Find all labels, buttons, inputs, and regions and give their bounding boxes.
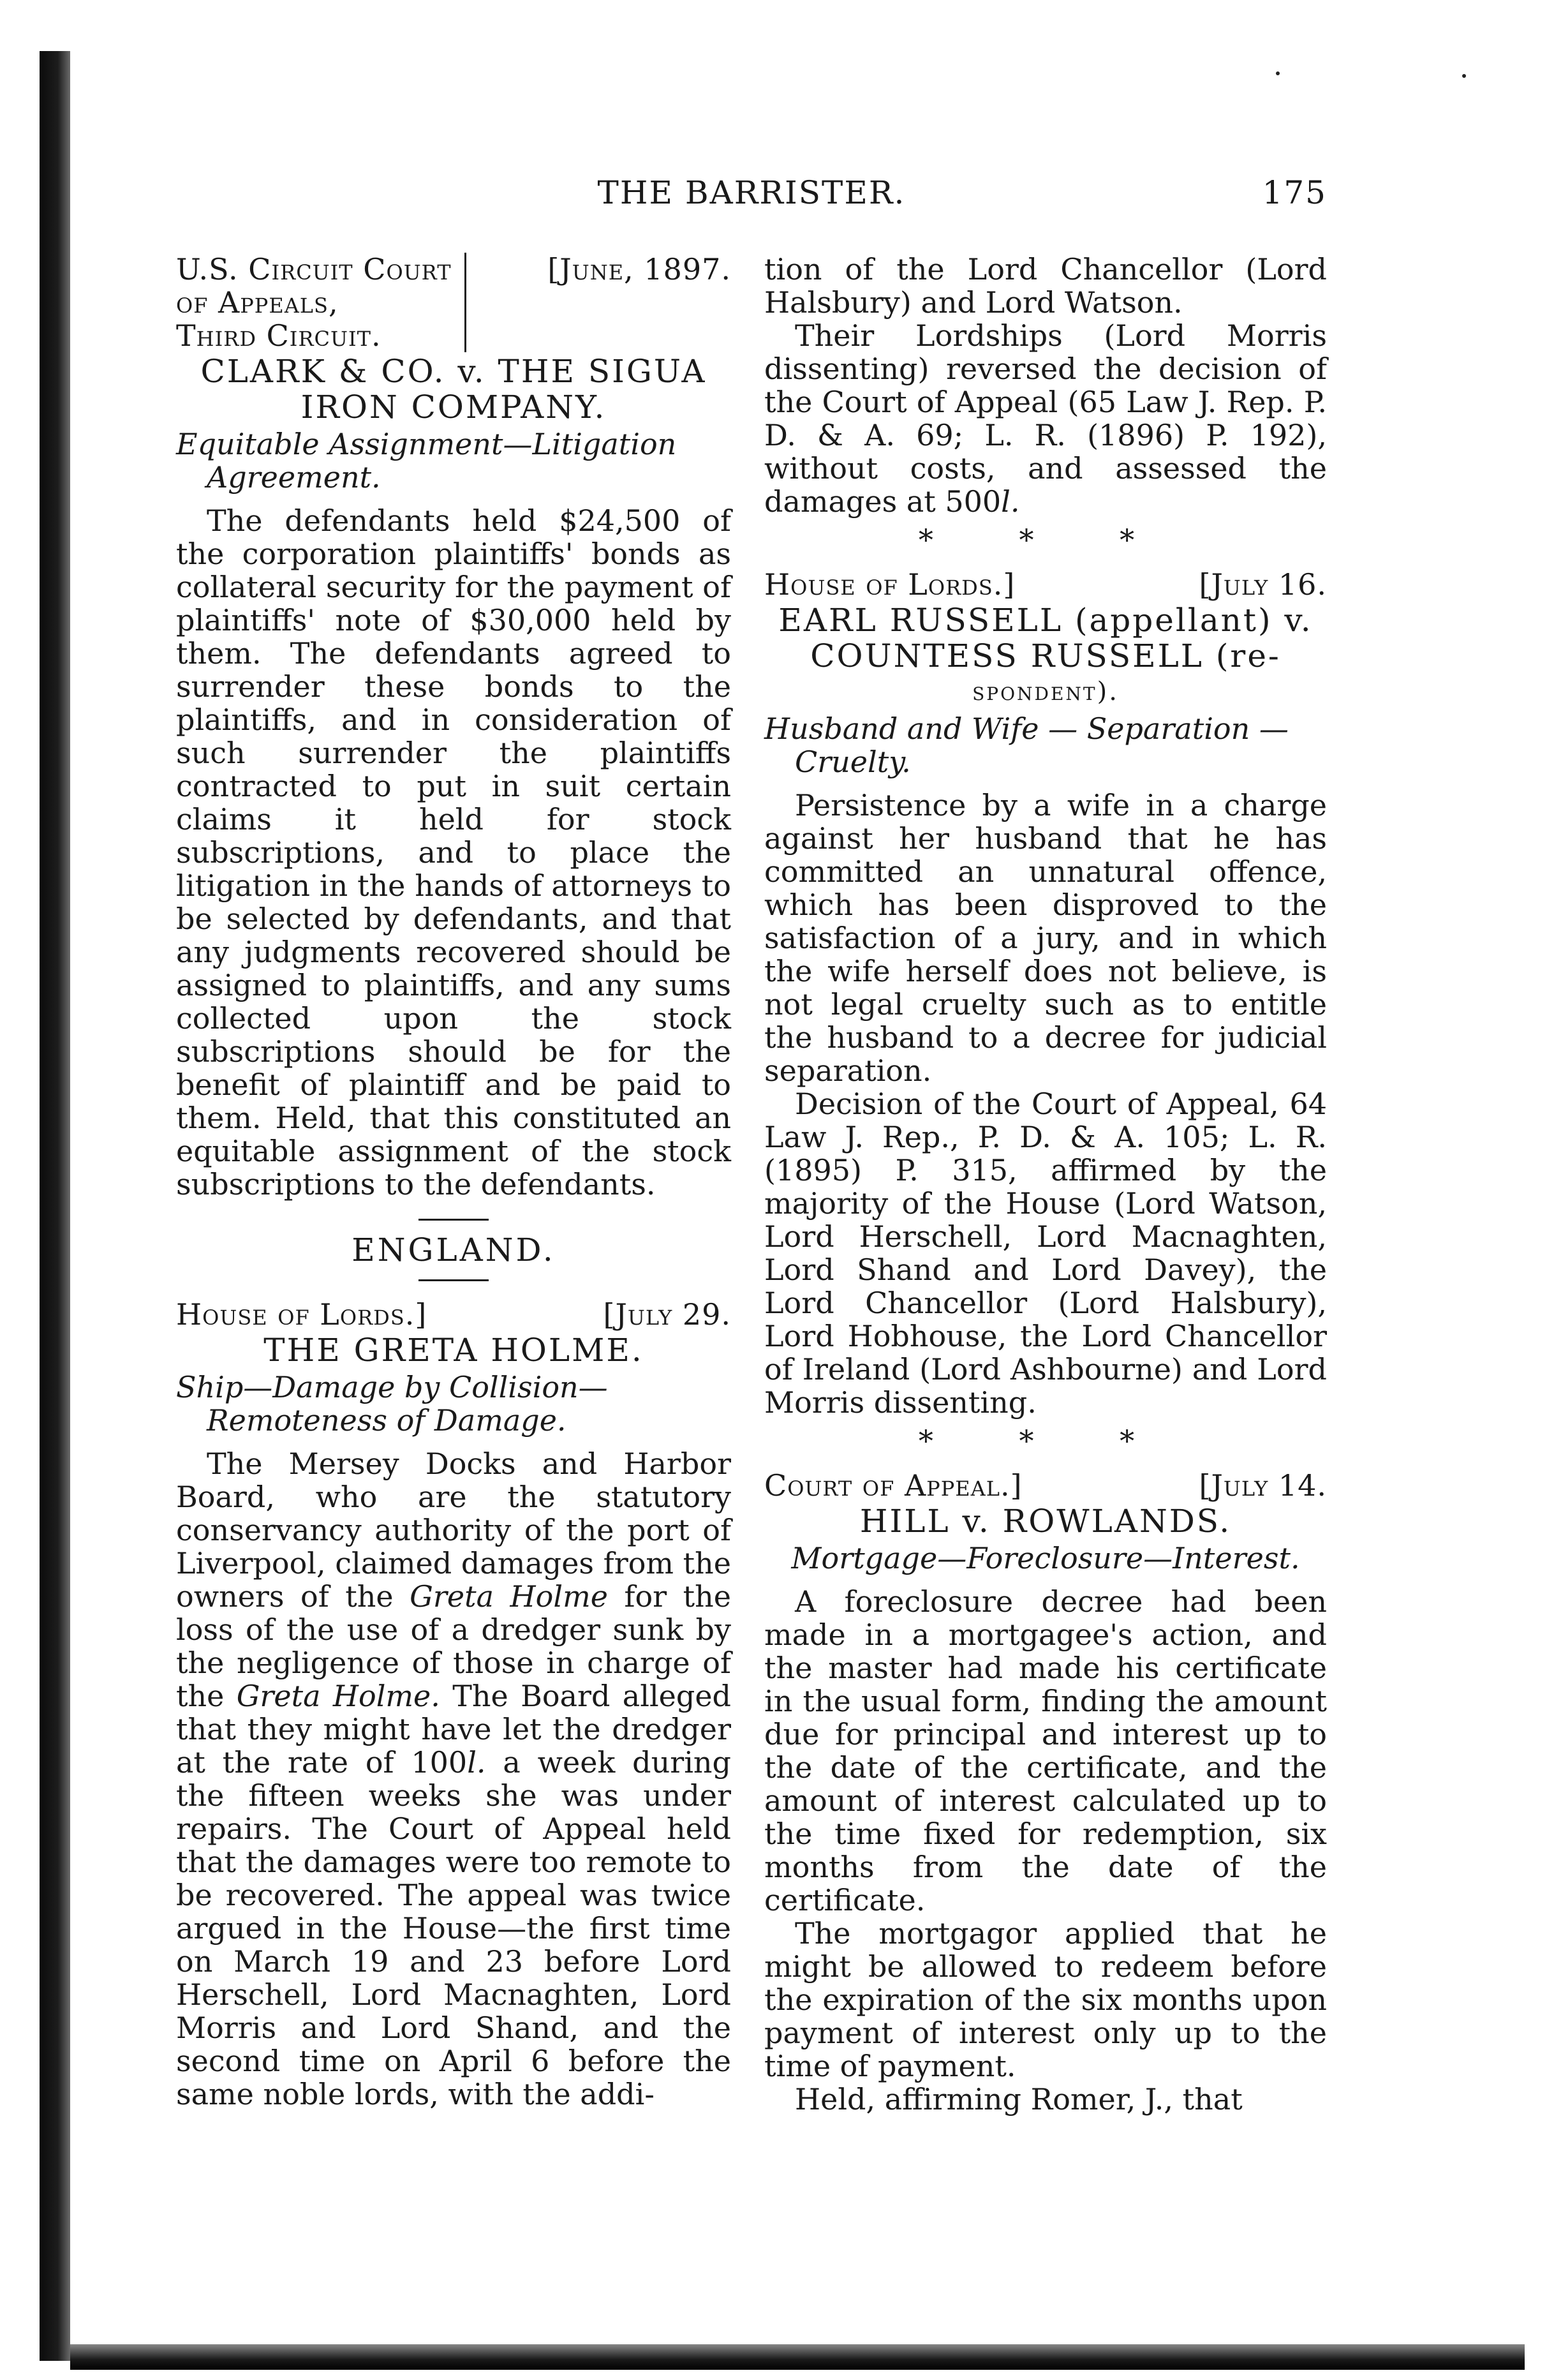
case-date: [June, 1897.: [547, 252, 731, 286]
case-date: [July 16.: [1199, 567, 1327, 602]
case-paragraph: [764, 319, 1327, 518]
section-rule: [418, 1219, 489, 1221]
case-title-line: CLARK & CO. v. THE SIGUA: [200, 353, 707, 390]
journal-page: [176, 176, 1327, 2320]
court-name: House of Lords.]: [176, 1297, 427, 1332]
case-subject: Husband and Wife — Separation — Cruelty.: [764, 711, 1289, 779]
court-names: [176, 253, 466, 352]
court-name: House of Lords.]: [764, 567, 1016, 602]
case-paragraph: Persistence by a wife in a charge against her husband that he has committed an unnatural offence, which has been disproved to the satisfaction of a jury, and in which the wife herself does not believe, is not legal cruelty such as to entitle the husband to a decree for judicial separation.: [764, 788, 1327, 1088]
text-run: The Board alleged that they might have let the dredger at the rate of 100: [176, 1679, 731, 1780]
court-name: Court of Appeal.]: [764, 1468, 1023, 1503]
scan-bottom-edge: [70, 2344, 1525, 2370]
court-citation: [764, 1469, 1327, 1502]
case-title-line: EARL RUSSELL (appellant) v.: [778, 602, 1313, 639]
court-citation: [176, 1298, 731, 1331]
section-separator: * * *: [918, 1424, 1173, 1458]
currency-unit: l.: [467, 1745, 486, 1780]
case-paragraph: A foreclosure decree had been made in a mortgagee's action, and the master had made his certificate in the usual form, finding the amount due for principal and interest up to the date of the certificate, and the amount of interest calculated up to the time fixed for redemption, six months from the date of the certificate.: [764, 1584, 1327, 1917]
court-citation: [764, 568, 1327, 601]
text-run: for the loss of the use of a dredger sunk by the negligence of those in charge of the: [176, 1579, 732, 1713]
scan-binding-edge: [40, 51, 70, 2361]
case-subject: Equitable Assignment—Litigation Agreement.: [176, 427, 677, 495]
case-paragraph: Decision of the Court of Appeal, 64 Law J. Rep., P. D. & A. 105; L. R. (1895) P. 315, affirmed by the majority of the House (Lord Watson, Lord Herschell, Lord Macnaghten, Lord Shand and Lord Davey), the Lord Chancellor (Lord Halsbury), Lord Hobhouse, the Lord Chancellor of Ireland (Lord Ashbourne) and Lord Morris dissenting.: [764, 1087, 1327, 1420]
case-title: THE GRETA HOLME.: [263, 1332, 644, 1369]
page-number: 175: [1262, 174, 1327, 211]
case-title-line: IRON COMPANY.: [300, 389, 607, 426]
case-title: [764, 602, 1327, 710]
case-title: [176, 353, 731, 425]
scan-speck: [1462, 74, 1466, 78]
case-paragraph: The defendants held $24,500 of the corporation plaintiffs' bonds as collateral security for the payment of plaintiffs' note of $30,000 held by them. The defendants agreed to surrender these bonds to the plaintiffs, and in consideration of such surrender the plaintiffs contracted to put in suit certain claims it held for stock subscriptions, and to place the litigation in the hands of attorneys to be selected by defendants, and that any judgments recovered should be assigned to plaintiffs, and any sums collected upon the stock subscriptions should be for the benefit of plaintiff and be paid to them. Held, that this constituted an equitable assignment of the stock subscriptions to the defendants.: [176, 503, 731, 1201]
court-line: U.S. Circuit Court: [176, 252, 452, 286]
text-run: Their Lordships (Lord Morris dissenting) reversed the decision of the Court of Appeal (65 Law J. Rep. P. D. & A. 69; L. R. (1896) P. 192), without costs, and assessed the damages at 500: [764, 318, 1327, 519]
court-line: Third Circuit.: [176, 318, 381, 353]
section-separator: * * *: [918, 523, 1173, 557]
case-date: [July 29.: [603, 1297, 731, 1332]
running-title: THE BARRISTER.: [597, 174, 906, 211]
case-title-line: spondent).: [972, 677, 1119, 706]
case-paragraph: tion of the Lord Chancellor (Lord Halsbury) and Lord Watson.: [764, 252, 1327, 320]
case-paragraph: [176, 1447, 731, 2111]
case-paragraph: The mortgagor applied that he might be allowed to redeem before the expiration of the six months upon payment of interest only up to the time of payment.: [764, 1916, 1327, 2083]
case-paragraph: Held, affirming Romer, J., that: [795, 2082, 1243, 2116]
ship-name: Greta Holme.: [236, 1679, 440, 1713]
case-subject: Mortgage—Foreclosure—Interest.: [791, 1541, 1300, 1575]
case-date: [July 14.: [1199, 1468, 1327, 1503]
case-subject: Ship—Damage by Collision—Remoteness of Damage.: [176, 1370, 608, 1438]
section-heading: ENGLAND.: [352, 1231, 556, 1268]
running-head: [176, 176, 1327, 214]
scan-speck: [1276, 71, 1280, 75]
court-citation: [176, 253, 731, 352]
text-run: a week during the fifteen weeks she was under repairs. The Court of Appeal held that the damages were too remote to be recovered. The appeal was twice argued in the House—the first time on March 19 and 23 before Lord Herschell, Lord Macnaghten, Lord Morris and Lord Shand, and the second time on April 6 before the same noble lords, with the addi-: [176, 1745, 731, 2111]
left-column: [176, 253, 731, 2111]
currency-unit: l.: [1001, 484, 1020, 519]
case-title-line: COUNTESS RUSSELL (re-: [810, 637, 1281, 674]
right-column: [764, 253, 1327, 2116]
text-run: The Mersey Docks and Harbor Board, who are the statutory conservancy authority of the port of Liverpool, claimed damages from the owners of the: [176, 1447, 731, 1614]
court-line: of Appeals,: [176, 285, 339, 320]
case-title: HILL v. ROWLANDS.: [859, 1503, 1232, 1540]
section-rule: [418, 1279, 489, 1281]
ship-name: Greta Holme: [410, 1579, 608, 1614]
